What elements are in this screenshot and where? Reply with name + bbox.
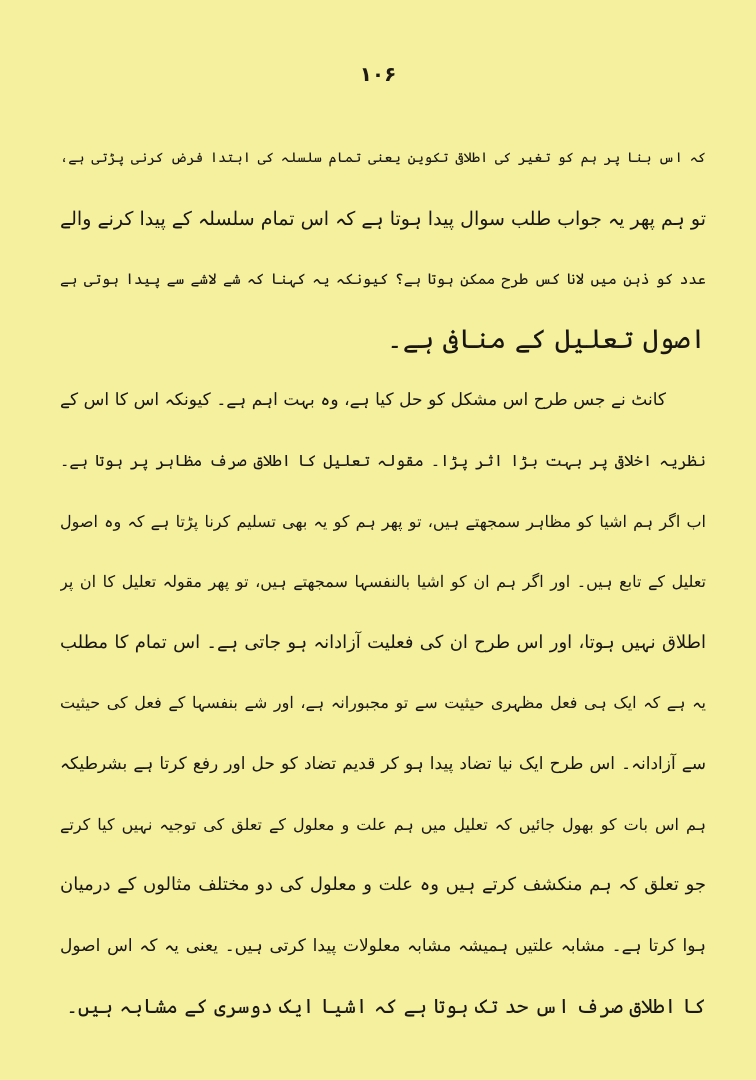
body-text [60, 128, 706, 1037]
text-line: کا اطلاق صرف اس حد تک ہوتا ہے کہ اشیا ایک دوسری کے مشابہ ہیں۔ [66, 994, 706, 1019]
text-line: یہ ہے کہ ایک ہی فعل مظہری حیثیت سے تو مجبورانہ ہے، اور شے بنفسہا کے فعل کی حیثیت [60, 693, 706, 713]
text-line: نظریہ اخلاقی پر بہت بڑا اثر پڑا۔ مقولہ تعلیل کا اطلاق صرف مظاہر پر ہوتا ہے۔ [60, 450, 706, 470]
text-line: عدد کو ذہن میں لانا کس طرح ممکن ہوتا ہے؟ کیونکہ یہ کہنا کہ شے لاشے سے پیدا ہوتی ہے [60, 270, 706, 289]
text-line: تو ہم پھر یہ جواب طلب سوال پیدا ہوتا ہے کہ اس تمام سلسلہ کے پیدا کرنے والے [60, 207, 706, 230]
page-number: ۱۰۶ [359, 62, 397, 86]
text-line: ہوا کرتا ہے۔ مشابہ علتیں ہمیشہ مشابہ معلولات پیدا کرتی ہیں۔ یعنی یہ کہ اس اصول [60, 935, 706, 956]
text-line: کانٹ نے جس طرح اس مشکل کو حل کیا ہے، وہ بہت اہم ہے۔ کیونکہ اس کا اس کے [60, 390, 666, 411]
text-line: سے آزادانہ۔ اس طرح ایک نیا تضاد پیدا ہو کر قدیم تضاد کو حل اور رفع کرتا ہے بشرطیکہ [60, 753, 706, 774]
text-line: جو تعلق کہ ہم منکشف کرتے ہیں وہ علت و معلول کی دو مختلف مثالوں کے درمیان [60, 874, 706, 896]
text-line: اصول تعلیل کے منافی ہے۔ [386, 323, 706, 355]
text-line: اب اگر ہم اشیا کو مظاہر سمجھتے ہیں، تو پھر ہم کو یہ بھی تسلیم کرنا پڑتا ہے کہ وہ اصول [60, 511, 706, 531]
text-line: کہ اس بنا پر ہم کو تغیر کی اطلاقی تکوین یعنی تمام سلسلہ کی ابتدا فرض کرنی پڑتی ہے، [60, 150, 706, 166]
text-line: تعلیل کے تابع ہیں۔ اور اگر ہم ان کو اشیا بالنفسہا سمجھتے ہیں، تو پھر مقولہ تعلیل کا ان پر [60, 572, 706, 592]
text-line: ہم اس بات کو بھول جائیں کہ تعلیل میں ہم علت و معلول کے تعلق کی توجیہ نہیں کیا کرتے [60, 814, 706, 834]
text-line: اطلاق نہیں ہوتا، اور اس طرح ان کی فعلیت آزادانہ ہو جاتی ہے۔ اس تمام کا مطلب [60, 631, 706, 653]
